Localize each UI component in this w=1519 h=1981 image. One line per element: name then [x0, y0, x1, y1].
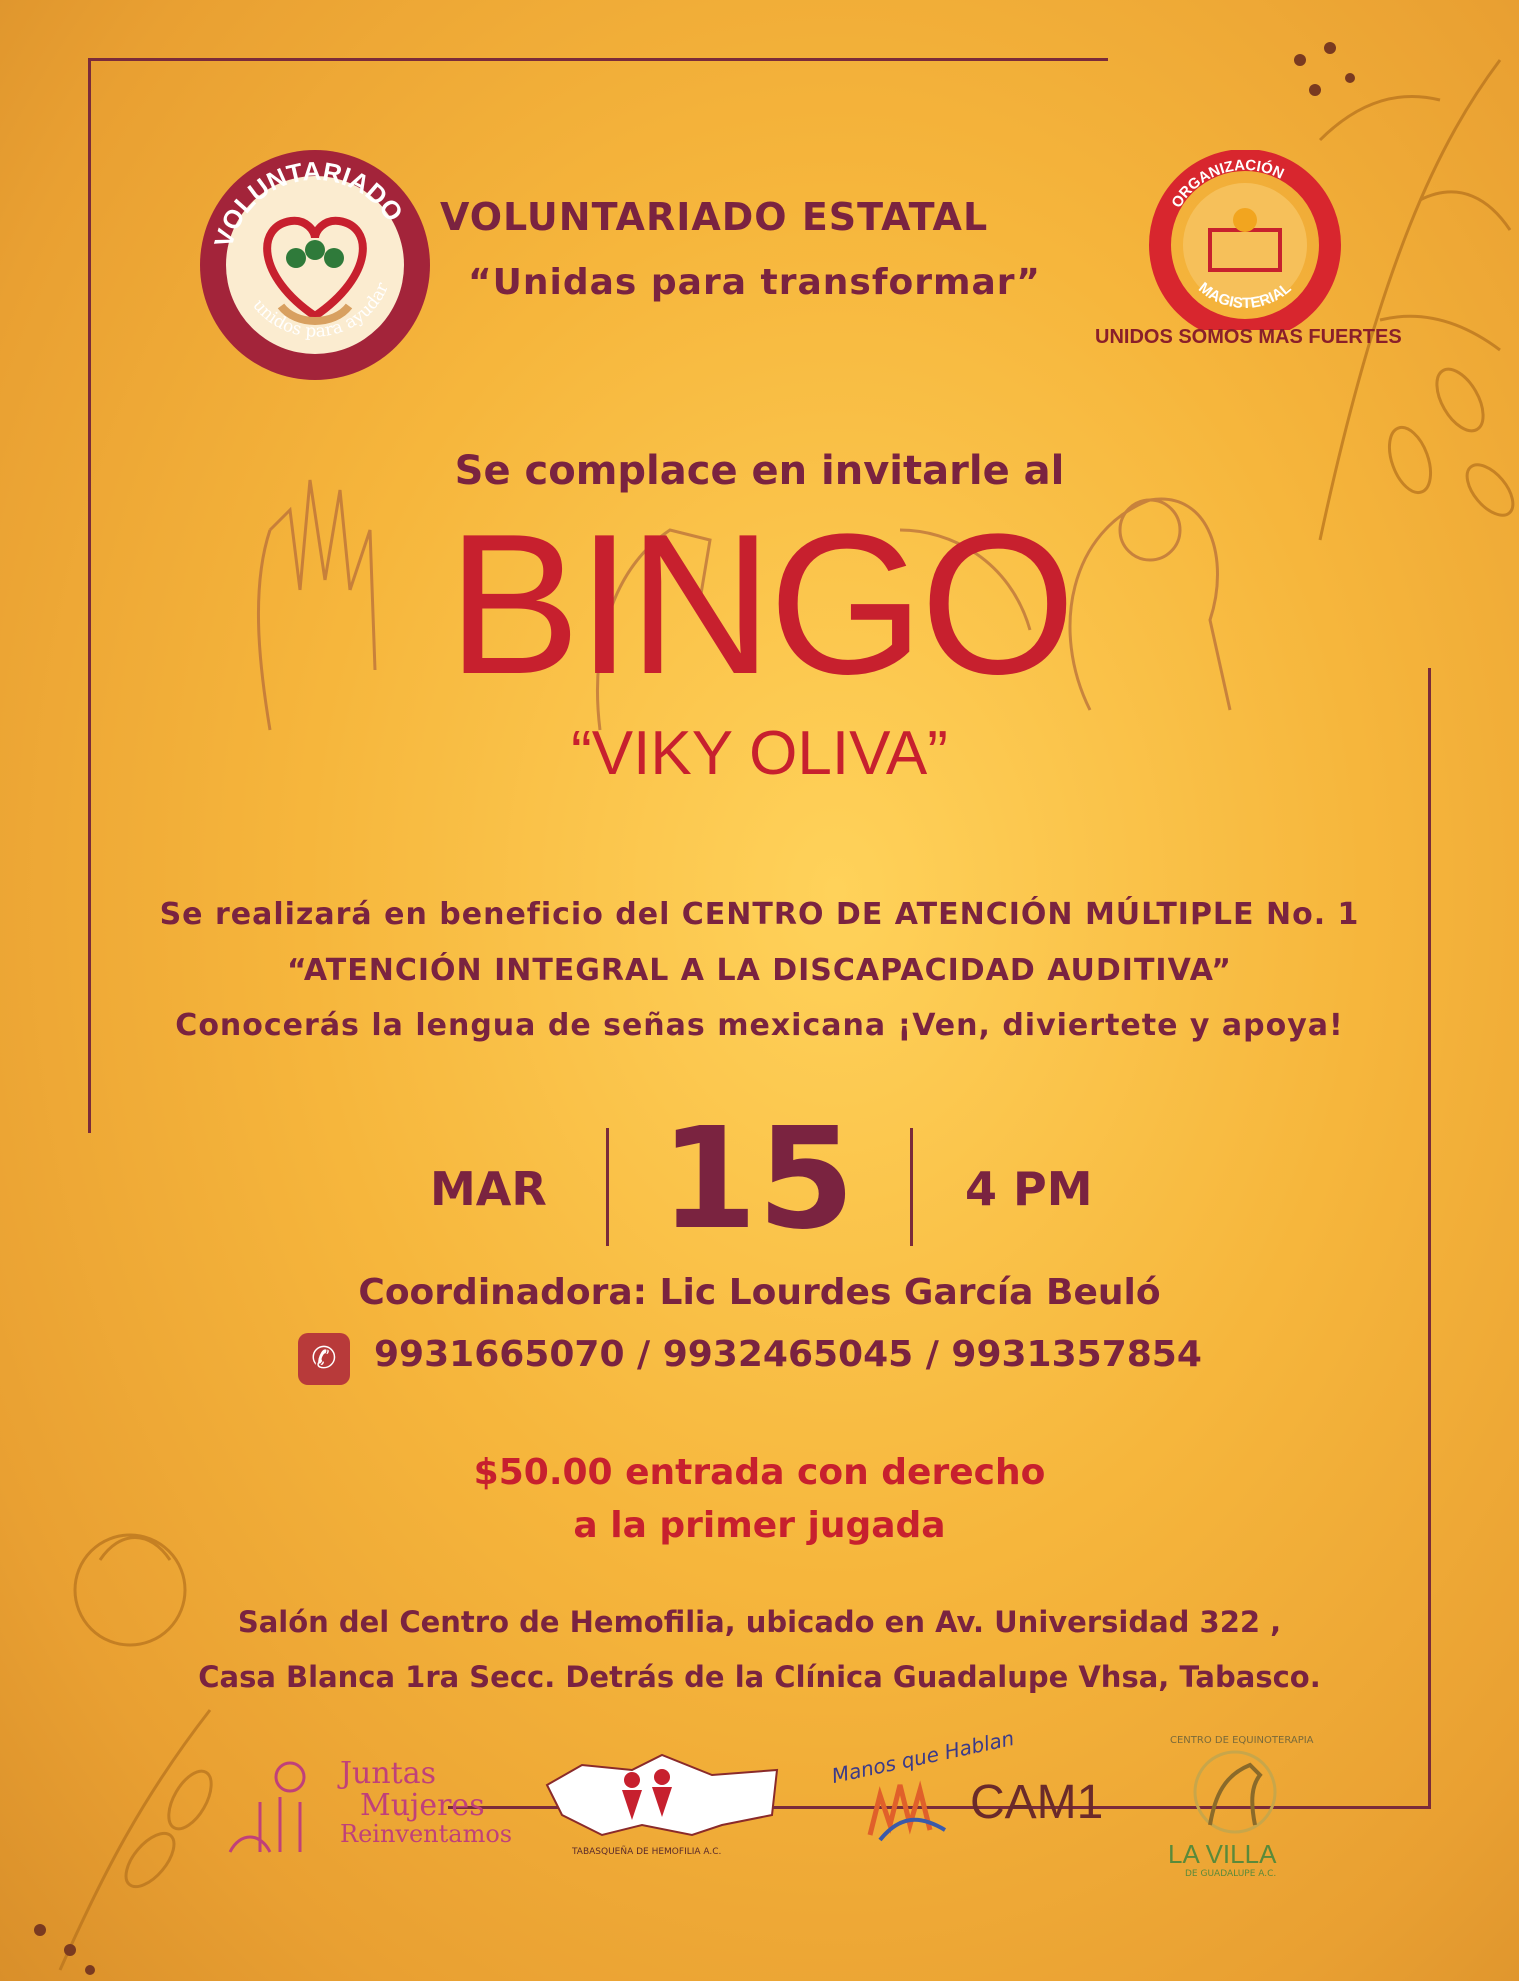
tabasco-map-icon	[542, 1745, 782, 1840]
org-title: VOLUNTARIADO ESTATAL	[440, 195, 989, 239]
villa-name-text: LA VILLA	[1168, 1839, 1277, 1869]
svg-text:unidos para ayudar: unidos para ayudar	[248, 279, 393, 342]
organizacion-tagline: UNIDOS SOMOS MAS FUERTES	[1095, 326, 1402, 348]
event-day: 15	[660, 1098, 855, 1261]
juntas-mujeres-logo	[220, 1752, 530, 1862]
juntas-logo-word-1: Juntas	[340, 1756, 437, 1791]
bingo-subtitle: “VIKY OLIVA”	[571, 719, 948, 788]
org-slogan: “Unidas para transformar”	[468, 262, 1041, 303]
hemofilia-logo-text: TABASQUEÑA DE HEMOFILIA A.C.	[572, 1847, 722, 1857]
cam1-logo	[820, 1725, 1120, 1855]
horse-head-icon	[1180, 1750, 1290, 1835]
address-line-1: Salón del Centro de Hemofilia, ubicado en Av. Universidad 322 ,	[237, 1605, 1282, 1639]
cam1-text: CAM1	[970, 1776, 1104, 1829]
date-separator	[606, 1128, 609, 1246]
juntas-logo-word-3: Reinventamos	[340, 1820, 513, 1848]
price-line-2: a la primer jugada	[573, 1505, 946, 1546]
phone-numbers: 9931665070 / 9932465045 / 9931357854	[374, 1334, 1202, 1375]
description-line-2: “ATENCIÓN INTEGRAL A LA DISCAPACIDAD AUDITIVA”	[287, 953, 1232, 988]
description-line-1: Se realizará en beneficio del CENTRO DE ATENCIÓN MÚLTIPLE No. 1	[159, 897, 1360, 932]
invite-text: Se complace en invitarle al	[454, 448, 1065, 494]
hands-icon	[860, 1775, 950, 1845]
svg-text:MAGISTERIAL: MAGISTERIAL	[1195, 279, 1295, 313]
event-month: MAR	[430, 1162, 547, 1216]
organizacion-magisterial-logo	[1140, 150, 1350, 330]
whatsapp-phone-icon: ✆	[298, 1333, 350, 1385]
voluntariado-logo	[200, 150, 430, 380]
villa-top-text: CENTRO DE EQUINOTERAPIA	[1170, 1735, 1314, 1746]
manos-que-hablan-text: Manos que Hablan	[829, 1725, 1017, 1789]
raised-fist-icon	[220, 1752, 330, 1862]
voluntariado-logo-ring-text	[200, 150, 430, 380]
la-villa-logo	[1150, 1735, 1320, 1885]
event-time: 4 PM	[965, 1162, 1093, 1216]
bingo-title: BINGO	[447, 493, 1072, 716]
svg-text:ORGANIZACIÓN: ORGANIZACIÓN	[1168, 156, 1287, 211]
juntas-logo-word-2: Mujeres	[360, 1788, 485, 1823]
frame-line-top	[88, 58, 1108, 61]
hemofilia-logo	[542, 1745, 782, 1865]
svg-text:VOLUNTARIADO: VOLUNTARIADO	[208, 155, 410, 251]
price-line-1: $50.00 entrada con derecho	[473, 1452, 1046, 1493]
coordinator: Coordinadora: Lic Lourdes García Beuló	[358, 1272, 1161, 1313]
address-line-2: Casa Blanca 1ra Secc. Detrás de la Clínica Guadalupe Vhsa, Tabasco.	[198, 1660, 1321, 1694]
date-separator	[910, 1128, 913, 1246]
floral-decoration-bottom-left-icon	[0, 1500, 260, 1981]
villa-sub-text: DE GUADALUPE A.C.	[1185, 1869, 1277, 1879]
description-line-3: Conocerás la lengua de señas mexicana ¡Ven, diviertete y apoya!	[175, 1008, 1344, 1043]
